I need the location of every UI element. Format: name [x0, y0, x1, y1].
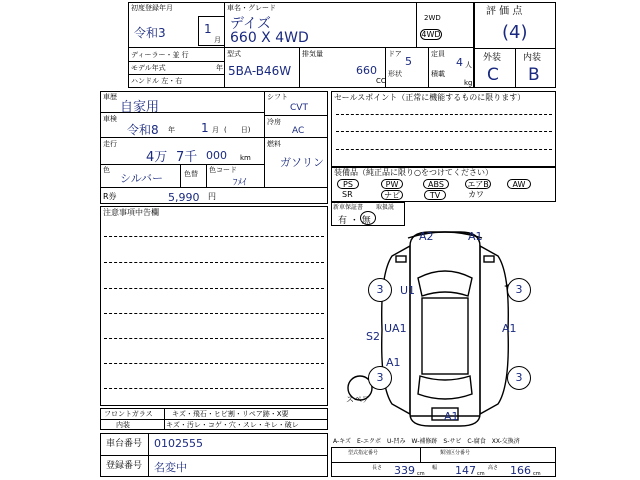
first-reg-label: 初度登録年月: [131, 4, 173, 12]
height-label: 高さ: [488, 465, 499, 471]
inspection-day-unit: ( 日): [224, 126, 251, 134]
r-label: R券: [103, 192, 117, 201]
fuel: ガソリン: [280, 156, 324, 169]
mark-left-rear-a1: A1: [386, 356, 401, 369]
mark-left-ua1: UA1: [384, 322, 407, 335]
inspection-month: 1: [201, 121, 209, 135]
usage: 自家用: [120, 100, 160, 115]
length-label: 長さ: [372, 465, 383, 471]
equip-navi: ナビ: [381, 190, 403, 200]
warranty-value: 有 ・ 無: [338, 216, 371, 226]
rating-score: (4): [502, 22, 528, 43]
first-reg-month-unit: 月: [214, 36, 221, 44]
color-change-label: 色替: [184, 170, 198, 178]
sales-point-label: セールスポイント（正常に機能するものに限ります）: [334, 93, 526, 102]
capacity-unit: 人: [465, 61, 472, 69]
color: シルバー: [120, 172, 163, 185]
loading-label: 積載: [431, 70, 445, 78]
height: 166: [510, 464, 531, 477]
vehicle-no-label: 車台番号: [106, 439, 143, 449]
interior-score: B: [528, 65, 540, 85]
capacity-label: 定員: [431, 50, 445, 58]
color-code-label: 色コード: [209, 166, 237, 174]
mark-left-u1: U1: [400, 284, 416, 297]
equip-ps: PS: [337, 179, 359, 189]
wheel-rear-right: 3: [507, 366, 531, 390]
mark-right-a1: A1: [502, 322, 517, 335]
cc-unit: CC: [376, 77, 386, 85]
notes-label: 注意事項中告欄: [103, 208, 159, 217]
displacement: 660: [356, 64, 377, 77]
interior-glass-label: 内装: [116, 421, 130, 429]
front-glass-value: キズ・飛石・ヒビ割・リペア跡・X要: [172, 410, 289, 418]
wheel-front-left: 3: [368, 278, 392, 302]
width: 147: [455, 464, 476, 477]
mileage-man: 4万: [146, 150, 168, 165]
inspection-era: 令和8: [127, 123, 159, 137]
front-glass-label: フロントガラス: [104, 410, 153, 418]
drive-2wd: 2WD: [424, 14, 441, 22]
car-name: デイズ: [230, 16, 271, 32]
length: 339: [394, 464, 415, 477]
equip-sr: SR: [342, 190, 353, 199]
color-code: ﾌﾒｲ: [233, 178, 247, 188]
mileage-label: 走行: [103, 140, 117, 148]
equip-airbag: エアB: [465, 179, 491, 189]
manual-label: 取扱説: [376, 204, 395, 211]
first-reg-month: 1: [204, 22, 212, 36]
car-grade: 660 X 4WD: [230, 30, 309, 46]
mark-left-s2: S2: [366, 330, 380, 343]
ac: AC: [292, 126, 305, 136]
handle-label: ハンドル 左・右: [131, 77, 183, 85]
ac-label: 冷房: [267, 118, 281, 126]
equip-tv: TV: [424, 190, 446, 200]
roof: [422, 298, 468, 374]
equip-leather: カワ: [468, 190, 484, 199]
width-unit: cm: [477, 471, 485, 477]
car-outline: [410, 232, 480, 426]
yen-unit: 円: [208, 192, 216, 201]
length-unit: cm: [417, 471, 425, 477]
model-year-suffix: 年: [216, 64, 223, 72]
rear-window: [418, 376, 472, 399]
windshield: [418, 271, 472, 296]
height-unit: cm: [533, 471, 541, 477]
wheel-rear-left: 3: [368, 366, 392, 390]
inspection-month-unit: 月: [212, 126, 219, 134]
dealer-label: ディーラー・並 行: [131, 51, 189, 59]
class-label: 類別区分番号: [440, 450, 471, 456]
model-code: 5BA-B46W: [228, 64, 292, 78]
reg-no: 名変中: [154, 461, 187, 474]
headlight-right: [484, 256, 494, 262]
car-name-label: 車名・グレード: [227, 4, 276, 12]
interior-label: 内装: [523, 53, 542, 63]
exterior-score: C: [487, 65, 499, 85]
color-label: 色: [103, 166, 110, 174]
km-unit: km: [240, 154, 251, 162]
equip-aw: AW: [507, 179, 531, 189]
damage-legend: A-キズ E-エクボ U-凹み W-補修跡 S-サビ C-腐食 XX-交換済: [333, 438, 520, 445]
mark-front-a1: A1: [468, 230, 483, 243]
shift: CVT: [290, 103, 308, 113]
inspection-label: 車検: [103, 115, 117, 123]
mod-label: 型式指定番号: [348, 450, 379, 456]
shape-label: 形状: [388, 70, 402, 78]
model-year-label: モデル年式: [131, 64, 166, 72]
mileage-sen: 7千: [176, 150, 198, 165]
fuel-label: 燃料: [267, 140, 281, 148]
kg-unit: kg: [464, 79, 473, 87]
width-label: 幅: [432, 465, 438, 471]
exterior-label: 外装: [483, 53, 502, 63]
usage-label: 車歴: [103, 93, 117, 101]
doors: 5: [405, 55, 412, 68]
vehicle-no: 0102555: [154, 437, 203, 450]
equip-pw: PW: [381, 179, 403, 189]
capacity: 4: [456, 56, 463, 69]
shift-label: シフト: [267, 93, 288, 101]
mark-front-a2: A2: [419, 230, 434, 243]
equip-abs: ABS: [423, 179, 449, 189]
r-value: 5,990: [168, 191, 200, 204]
warranty-circle: [360, 211, 376, 225]
warranty-label: 新車保証書: [333, 204, 364, 211]
model-label: 型式: [227, 50, 241, 58]
headlight-left: [396, 256, 406, 262]
mark-rear-a1: A1: [444, 410, 459, 423]
displacement-label: 排気量: [302, 50, 323, 58]
drive-4wd-circled: 4WD: [421, 30, 441, 39]
door-label: ドア: [388, 50, 402, 58]
spare-label: スペア: [346, 395, 370, 404]
wheel-front-right: 3: [507, 278, 531, 302]
first-reg-era: 令和3: [134, 26, 166, 40]
mileage-rest: 000: [206, 149, 227, 162]
equipment-label: 装備品（純正品に限り○をつけてください）: [334, 168, 493, 177]
reg-no-label: 登録番号: [106, 461, 143, 471]
inspection-year-unit: 年: [168, 126, 175, 134]
rating-label: 評 価 点: [486, 6, 523, 17]
interior-glass-value: キズ・汚レ・コゲ・穴・スレ・キレ・破レ: [166, 421, 299, 429]
sales-point-box: [331, 91, 556, 167]
